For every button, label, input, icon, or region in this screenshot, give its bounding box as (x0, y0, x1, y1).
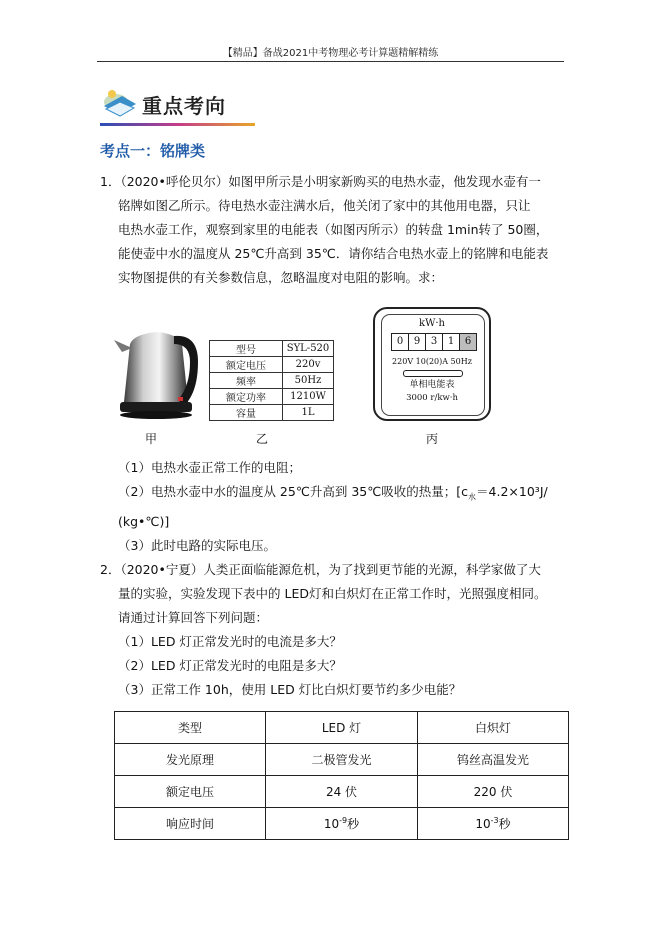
question-1-line: 实物图提供的有关参数信息，忽略温度对电阻的影响。求： (118, 270, 444, 285)
table-row (210, 357, 334, 373)
meter-rate: 3000 r/kw·h (406, 393, 458, 403)
header-divider (97, 61, 564, 62)
spec-value: 220v (283, 357, 334, 373)
question-1-sub-2 (100, 480, 570, 510)
nameplate-table (209, 340, 334, 421)
meter-unit: kW·h (419, 318, 445, 329)
question-1-line: 1．（2020•呼伦贝尔）如图甲所示是小明家新购买的电热水壶，他发现水壶有一 (100, 174, 541, 189)
response-unit: 秒 (498, 817, 511, 831)
question-2-line: 2．（2020•宁夏）人类正面临能源危机，为了找到更节能的光源，科学家做了大 (100, 562, 541, 577)
table-cell: 钨丝高温发光 (418, 744, 569, 776)
electricity-meter (373, 307, 491, 421)
sub-2-subscript: 水 (468, 492, 477, 502)
table-cell: 二极管发光 (266, 744, 418, 776)
spec-label: 容量 (210, 405, 283, 421)
table-row (115, 776, 569, 808)
meter-digit: 1 (443, 334, 460, 350)
banner-text: 重点考向 (142, 94, 226, 118)
spec-label: 型号 (210, 341, 283, 357)
table-header-row (115, 712, 569, 744)
response-exponent: -3 (490, 816, 499, 825)
meter-digit: 0 (392, 334, 409, 350)
meter-name: 单相电能表 (409, 380, 455, 390)
table-row (115, 808, 569, 840)
meter-dial-window (403, 370, 463, 377)
kettle-figure (112, 322, 202, 422)
table-row (210, 389, 334, 405)
table-cell: 24 伏 (266, 776, 418, 808)
table-cell: 额定电压 (115, 776, 266, 808)
spec-label: 频率 (210, 373, 283, 389)
spec-label: 额定功率 (210, 389, 283, 405)
column-header: 类型 (115, 712, 266, 744)
response-base: 10 (323, 817, 340, 831)
comparison-table (114, 711, 569, 840)
meter-spec: 220V 10(20)A 50Hz (392, 357, 472, 366)
figure-b-caption: 乙 (256, 432, 269, 446)
spec-value: 1210W (283, 389, 334, 405)
meter-counter (391, 333, 477, 351)
sub-2-text: （2）电热水壶中水的温度从 25℃升高到 35℃吸收的热量；[c (118, 484, 469, 499)
table-row (210, 341, 334, 357)
table-cell: 发光原理 (115, 744, 266, 776)
figure-a-caption: 甲 (145, 432, 158, 446)
question-1-sub-2-unit: (kg•℃)] (118, 513, 170, 529)
response-exponent: -9 (339, 816, 348, 825)
meter-digit-decimal: 6 (460, 334, 476, 350)
column-header: LED 灯 (266, 712, 418, 744)
response-unit: 秒 (347, 817, 360, 831)
table-row (210, 405, 334, 421)
key-points-banner (100, 84, 260, 134)
table-row (210, 373, 334, 389)
column-header: 白炽灯 (418, 712, 569, 744)
nameplate-figure (209, 340, 334, 421)
sub-2-value: ＝4.2×10³J/ (476, 484, 548, 499)
question-2 (100, 558, 570, 702)
page-header: 【精品】备战2021中考物理必考计算题精解精练 (222, 48, 439, 59)
question-1-line: 能使壶中水的温度从 25℃升高到 35℃．请你结合电热水壶上的铭牌和电能表 (118, 246, 549, 261)
table-row (115, 744, 569, 776)
question-2-sub-2: （2）LED 灯正常发光时的电阻是多大？ (118, 658, 342, 673)
spec-value: 50Hz (283, 373, 334, 389)
figure-c-caption: 丙 (426, 432, 439, 446)
question-2-line: 请通过计算回答下列问题： (118, 610, 269, 625)
question-2-sub-3: （3）正常工作 10h，使用 LED 灯比白炽灯要节约多少电能？ (118, 682, 462, 697)
question-1-sub-1: （1）电热水壶正常工作的电阻； (118, 460, 301, 475)
question-1 (100, 170, 570, 290)
kettle-image (112, 322, 202, 422)
table-cell (418, 808, 569, 840)
question-1-subquestions (100, 456, 570, 558)
spec-value: SYL-520 (283, 341, 334, 357)
spec-value: 1L (283, 405, 334, 421)
table-cell: 响应时间 (115, 808, 266, 840)
question-2-line: 量的实验，实验发现下表中的 LED灯和白炽灯在正常工作时，光照强度相同。 (118, 586, 547, 601)
response-base: 10 (475, 817, 491, 831)
question-1-line: 电热水壶工作，观察到家里的电能表（如图丙所示）的转盘 1min转了 50圈， (118, 222, 549, 237)
question-1-sub-3: （3）此时电路的实际电压。 (118, 537, 276, 553)
section-title: 考点一：铭牌类 (100, 142, 206, 160)
meter-digit: 9 (409, 334, 426, 350)
comparison-table-wrapper (114, 711, 569, 840)
meter-digit: 3 (426, 334, 443, 350)
table-cell: 220 伏 (418, 776, 569, 808)
question-1-line: 铭牌如图乙所示。待电热水壶注满水后，他关闭了家中的其他用电器，只让 (118, 198, 531, 213)
spec-label: 额定电压 (210, 357, 283, 373)
question-2-sub-1: （1）LED 灯正常发光时的电流是多大？ (118, 634, 342, 649)
table-cell (266, 808, 418, 840)
